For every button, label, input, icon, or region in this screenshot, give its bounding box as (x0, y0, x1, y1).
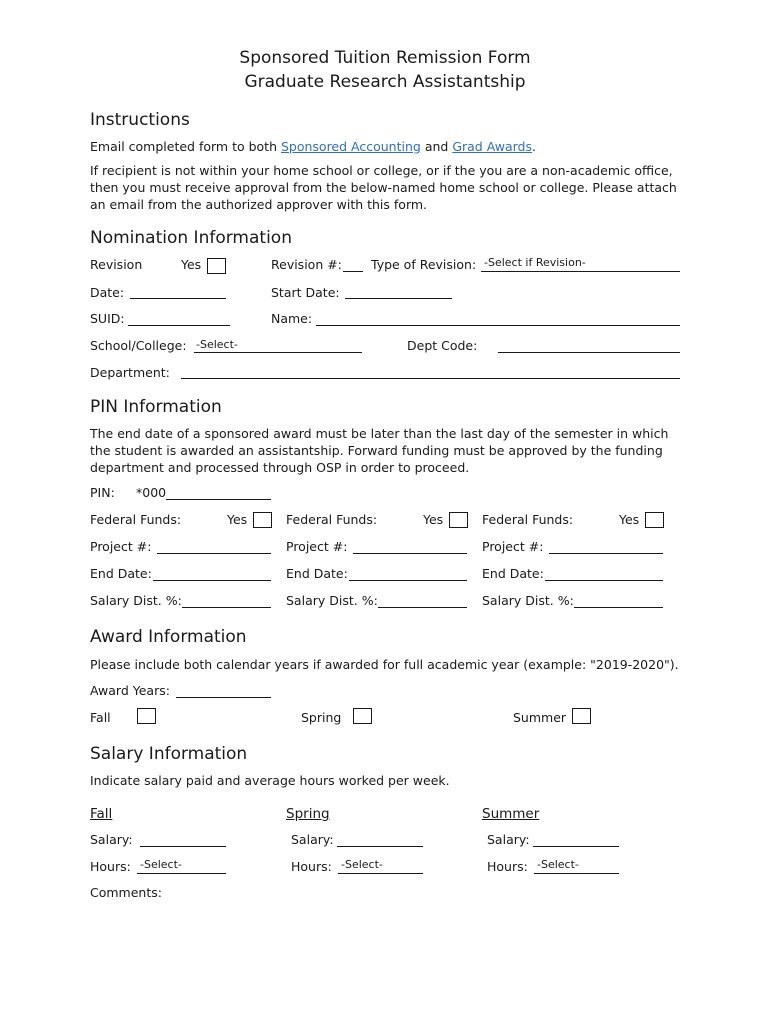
federal-funds-yes-label-3: Yes (619, 512, 640, 527)
email-and: and (420, 139, 453, 154)
start-date-label: Start Date: (271, 285, 340, 300)
date-field[interactable] (130, 298, 226, 299)
grad-awards-link[interactable]: Grad Awards (452, 139, 532, 154)
salary-dist-label-3: Salary Dist. %: (482, 593, 574, 608)
name-field[interactable] (316, 325, 680, 326)
email-period: . (532, 139, 536, 154)
date-label: Date: (90, 285, 125, 300)
award-years-field[interactable] (176, 697, 271, 698)
project-field-2[interactable] (353, 553, 467, 554)
type-of-revision-label: Type of Revision: (371, 257, 477, 272)
summer-checkbox[interactable] (572, 708, 591, 724)
fall-label: Fall (90, 710, 111, 725)
award-heading: Award Information (90, 627, 247, 647)
school-college-select[interactable] (194, 352, 362, 353)
hours-label-spring: Hours: (291, 859, 332, 874)
salary-dist-label-1: Salary Dist. %: (90, 593, 182, 608)
salary-dist-label-2: Salary Dist. %: (286, 593, 378, 608)
salary-label-fall: Salary: (90, 832, 133, 847)
revision-yes-checkbox[interactable] (207, 258, 226, 274)
comments-field[interactable] (90, 904, 680, 984)
nomination-heading: Nomination Information (90, 228, 292, 248)
salary-field-spring[interactable] (337, 846, 423, 847)
suid-label: SUID: (90, 311, 125, 326)
pin-paragraph-line2: the student is awarded an assistantship. Forward funding must be approved by the funding (90, 443, 663, 458)
comments-label: Comments: (90, 885, 162, 900)
hours-label-summer: Hours: (487, 859, 528, 874)
revision-number-label: Revision #: (271, 257, 342, 272)
hours-select-value-fall: -Select- (140, 858, 182, 871)
project-label-2: Project #: (286, 539, 348, 554)
school-college-label: School/College: (90, 338, 187, 353)
federal-funds-label-1: Federal Funds: (90, 512, 182, 527)
instructions-paragraph-line3: an email from the authorized approver with this form. (90, 197, 428, 212)
form-title-line2: Graduate Research Assistantship (244, 72, 526, 92)
pin-paragraph-line1: The end date of a sponsored award must be later than the last day of the semester in which (90, 426, 669, 441)
department-field[interactable] (181, 378, 680, 379)
salary-instruction: Indicate salary paid and average hours worked per week. (90, 773, 450, 788)
award-instruction: Please include both calendar years if awarded for full academic year (example: "2019-2020"). (90, 657, 679, 672)
project-label-3: Project #: (482, 539, 544, 554)
spring-label: Spring (301, 710, 342, 725)
instructions-paragraph-line2: then you must receive approval from the below-named home school or college. Please attach (90, 180, 677, 195)
hours-select-value-summer: -Select- (537, 858, 579, 871)
hours-select-fall[interactable] (137, 873, 226, 874)
project-field-1[interactable] (157, 553, 271, 554)
pin-paragraph-line3: department and processed through OSP in order to proceed. (90, 460, 470, 475)
salary-heading: Salary Information (90, 744, 248, 764)
project-label-1: Project #: (90, 539, 152, 554)
type-of-revision-select[interactable] (481, 271, 680, 272)
federal-funds-checkbox-1[interactable] (253, 512, 272, 528)
email-instruction (90, 139, 536, 154)
salary-label-summer: Salary: (487, 832, 530, 847)
pin-heading: PIN Information (90, 397, 222, 417)
salary-dist-field-3[interactable] (574, 607, 663, 608)
salary-dist-field-2[interactable] (378, 607, 467, 608)
fall-checkbox[interactable] (137, 708, 156, 724)
pin-prefix: *000 (136, 485, 167, 500)
salary-field-fall[interactable] (140, 846, 226, 847)
salary-label-spring: Salary: (291, 832, 334, 847)
federal-funds-checkbox-2[interactable] (449, 512, 468, 528)
sponsored-accounting-link[interactable]: Sponsored Accounting (280, 139, 421, 154)
pin-field[interactable] (166, 499, 271, 500)
federal-funds-yes-label-2: Yes (423, 512, 444, 527)
federal-funds-label-2: Federal Funds: (286, 512, 378, 527)
hours-select-value-spring: -Select- (341, 858, 383, 871)
salary-column-spring: Spring (286, 806, 330, 822)
federal-funds-checkbox-3[interactable] (645, 512, 664, 528)
end-date-field-1[interactable] (153, 580, 271, 581)
salary-dist-field-1[interactable] (182, 607, 271, 608)
hours-label-fall: Hours: (90, 859, 131, 874)
federal-funds-yes-label-1: Yes (227, 512, 248, 527)
end-date-label-2: End Date: (286, 566, 348, 581)
dept-code-label: Dept Code: (407, 338, 478, 353)
end-date-label-1: End Date: (90, 566, 152, 581)
summer-label: Summer (513, 710, 567, 725)
revision-yes-label: Yes (181, 257, 202, 272)
end-date-label-3: End Date: (482, 566, 544, 581)
end-date-field-2[interactable] (349, 580, 467, 581)
suid-field[interactable] (128, 325, 230, 326)
revision-label: Revision (90, 257, 143, 272)
instructions-heading: Instructions (90, 110, 190, 130)
form-title-line1: Sponsored Tuition Remission Form (239, 48, 531, 68)
dept-code-field[interactable] (498, 352, 680, 353)
project-field-3[interactable] (549, 553, 663, 554)
department-label: Department: (90, 365, 170, 380)
email-prefix: Email completed form to both (90, 139, 281, 154)
salary-field-summer[interactable] (533, 846, 619, 847)
instructions-paragraph-line1: If recipient is not within your home school or college, or if the you are a non-academic office, (90, 163, 673, 178)
start-date-field[interactable] (345, 298, 452, 299)
name-label: Name: (271, 311, 313, 326)
school-college-select-value: -Select- (196, 338, 238, 351)
salary-column-summer: Summer (482, 806, 540, 822)
federal-funds-label-3: Federal Funds: (482, 512, 574, 527)
award-years-label: Award Years: (90, 683, 170, 698)
hours-select-summer[interactable] (534, 873, 619, 874)
pin-label: PIN: (90, 485, 115, 500)
revision-number-field[interactable] (343, 271, 363, 272)
type-of-revision-select-value: -Select if Revision- (484, 256, 586, 269)
hours-select-spring[interactable] (338, 873, 423, 874)
end-date-field-3[interactable] (545, 580, 663, 581)
spring-checkbox[interactable] (353, 708, 372, 724)
salary-column-fall: Fall (90, 806, 113, 822)
